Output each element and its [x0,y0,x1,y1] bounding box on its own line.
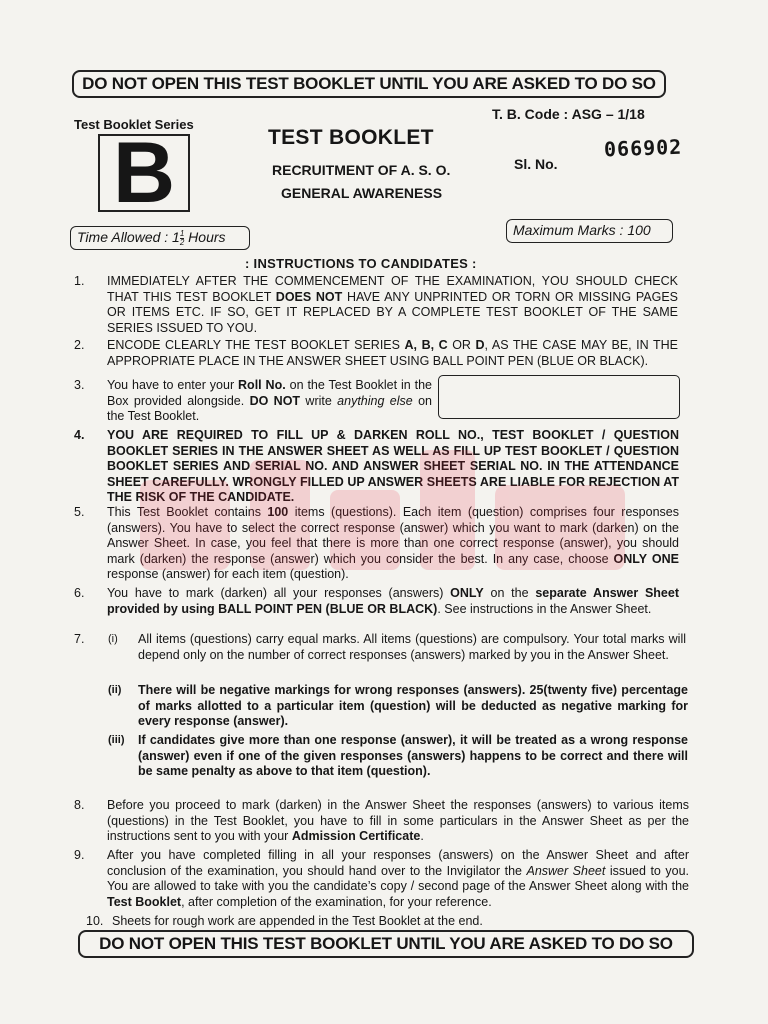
maximum-marks: Maximum Marks : 100 [506,219,673,243]
series-label: Test Booklet Series [74,117,194,132]
booklet-title: TEST BOOKLET [268,126,434,149]
recruitment-subtitle: RECRUITMENT OF A. S. O. [272,162,451,178]
time-allowed: Time Allowed : 1 $\frac{1}{2}$ Hours [70,226,250,250]
series-letter-box [98,125,190,221]
subject-subtitle: GENERAL AWARENESS [281,185,443,201]
warning-banner-bottom: DO NOT OPEN THIS TEST BOOKLET UNTIL YOU ARE ASKED TO DO SO [78,930,694,958]
test-booklet-cover: DO NOT OPEN THIS TEST BOOKLET UNTIL YOU ARE ASKED TO DO SO Test Booklet Series B TEST BOOKLET RECRUITMENT OF A. S. O. GENERAL AWARENESS T. B. Code : ASG – 1/18 Sl. No. 066902 Time Allowed : 1 $\frac{1}{2}$ Hours Maximum Marks : 100 : INSTRUCTIONS TO CANDIDATES : 1. IMMEDIATELY AFTER THE COMMENCEMENT OF THE EXAMINATION, YOU SHOULD CHECK THAT THIS TEST BOOKLET DOES NOT HAVE ANY UNPRINTED OR TORN OR MISSING PAGES OR ITEMS ETC. IF SO, GET IT REPLACED BY A COMPLETE TEST BOOKLET OF THE SAME SERIES ISSUED TO YOU. 2. ENCODE CLEARLY THE TEST BOOKLET SERIES A, B, C OR D, AS THE CASE MAY BE, IN THE APPROPRIATE PLACE IN THE ANSWER SHEET USING BALL POINT PEN (BLUE OR BLACK). 3. You have to enter your Roll No. on the Test Booklet in the Box provided alongside. DO NOT write anything else on the Test Booklet. 4. YOU ARE REQUIRED TO FILL UP & DARKEN ROLL NO., TEST BOOKLET / QUESTION BOOKLET SERIES IN THE ANSWER SHEET AS WELL AS FILL UP TEST BOOKLET / QUESTION BOOKLET SERIES AND SERIAL NO. AND ANSWER SHEET SERIAL NO. IN THE ATTENDANCE SHEET CAREFULLY. WRONGLY FILLED UP ANSWER SHEETS ARE LIABLE FOR REJECTION AT THE RISK OF THE CANDIDATE. 5. This Test Booklet contains 100 items (questions). Each item (question) comprises four responses (answers). You have to select the correct response (answer) which you want to mark (darken) on the Answer Sheet. In case, you feel that there is more than one correct response (answer), you should mark (darken) the response (answer) which you consider the best. In any case, choose ONLY ONE response (answer) for each item (question). 6. You have to mark (darken) all your responses (answers) ONLY on the separate Answer Sheet provided by using BALL POINT PEN (BLUE OR BLACK). See instructions in the Answer Sheet. 7. (i) All items (questions) carry equal marks. All items (questions) are compulsory. Your total marks will depend only on the number of correct responses (answers) marked by you in the Answer Sheet. (ii) There will be negative markings for wrong responses (answers). 25(twenty five) percentage of marks allotted to a particular item (question) will be deducted as negative marking for every response (answer). (iii) If candidates give more than one response (answer), it will be treated as a wrong response (answer) even if one of the given responses (answers) happens to be correct and there will be same penalty as above to that item (question). 8. Before you proceed to mark (darken) in the Answer Sheet the responses (answers) to various items (questions) in the Test Booklet, you have to fill in some particulars in the Answer Sheet as per the instructions sent to you with your Admission Certificate. 9. After you have completed filling in all your responses (answers) on the Answer Sheet and after conclusion of the examination, you should hand over to the Invigilator the Answer Sheet issued to you. You are allowed to take with you the candidate’s copy / second page of the Answer Sheet along with the Test Booklet, after completion of the examination, for your reference. 10. Sheets for rough work are appended in the Test Booklet at the end. DO NOT OPEN THIS TEST BOOKLET UNTIL YOU ARE ASKED TO DO SO [0,0,768,1024]
series-letter: B [112,125,176,221]
instructions-heading: : INSTRUCTIONS TO CANDIDATES : [245,256,477,271]
roll-number-box[interactable] [438,375,680,419]
serial-number: 066902 [603,134,683,162]
serial-label: Sl. No. [514,156,558,172]
tb-code: T. B. Code : ASG – 1/18 [492,106,645,122]
time-fraction: $\frac{1}{2}$ [179,228,185,247]
warning-banner-top: DO NOT OPEN THIS TEST BOOKLET UNTIL YOU ARE ASKED TO DO SO [72,70,666,98]
